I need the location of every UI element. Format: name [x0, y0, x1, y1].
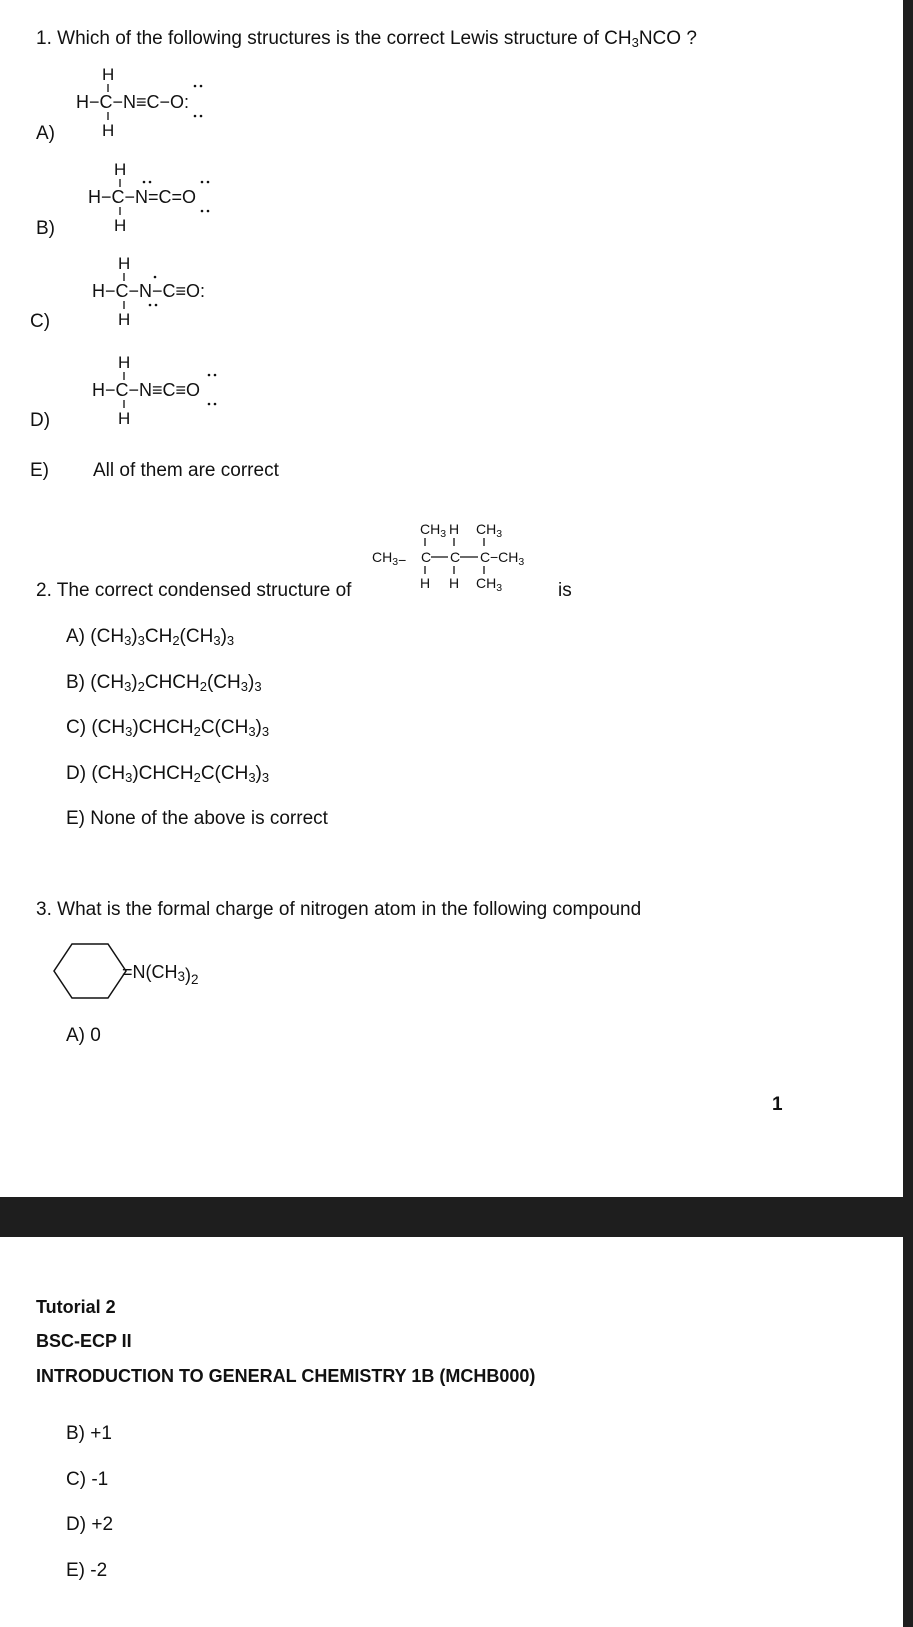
q1-option-b-label[interactable]: B) — [36, 218, 55, 239]
option-text: None of the above is correct — [90, 808, 328, 829]
question-number: 3. — [36, 899, 52, 920]
course-title: INTRODUCTION TO GENERAL CHEMISTRY 1B (MCHB000) — [36, 1366, 536, 1386]
atom-h-top: H — [102, 65, 115, 84]
q3-option-a[interactable] — [66, 1025, 101, 1047]
q3-option-d[interactable] — [66, 1514, 113, 1536]
q3-option-b[interactable] — [66, 1423, 112, 1445]
carbon-3: C — [480, 549, 491, 565]
q2-skeletal-structure — [370, 518, 550, 598]
question-text: Which of the following structures is the correct Lewis structure of CH — [57, 28, 632, 49]
q2-option-e[interactable] — [66, 808, 328, 830]
amine-substituent: =N(CH3)2 — [122, 962, 199, 987]
page-separator-band — [0, 1197, 913, 1237]
option-label: D) — [66, 1514, 87, 1535]
question-number: 2. — [36, 580, 52, 601]
atom-h-bottom: H — [118, 310, 131, 329]
atom-h-bottom: H — [114, 216, 127, 235]
option-label: A) — [66, 1025, 85, 1046]
q2-option-a[interactable] — [66, 626, 234, 648]
question-text: What is the formal charge of nitrogen atom in the following compound — [57, 899, 642, 920]
subscript: 3 — [631, 35, 639, 50]
carbon-1: C — [421, 549, 432, 565]
course-code: BSC-ECP II — [36, 1331, 132, 1351]
option-text: +1 — [90, 1423, 112, 1444]
q3-option-c[interactable] — [66, 1469, 108, 1491]
q1-option-d-label[interactable]: D) — [30, 410, 51, 431]
option-label: D) — [66, 763, 87, 784]
option-label: E) — [66, 808, 85, 829]
question-text: The correct condensed structure of — [56, 580, 352, 601]
q1-option-e-label[interactable]: E) — [30, 460, 49, 481]
option-label: C) — [66, 717, 87, 738]
lewis-chain: H−C−N−C≡O: — [92, 281, 206, 301]
atom-h-top: H — [114, 160, 127, 179]
substituent-top-2: H — [449, 521, 460, 537]
substituent-bottom-2: H — [449, 575, 460, 591]
option-label: C) — [66, 1469, 87, 1490]
option-label: B) — [66, 672, 85, 693]
question-number: 1. — [36, 28, 52, 49]
option-text: $(CH_3)CHCH_2C(CH_3)_3$ — [91, 763, 270, 785]
q2-option-d[interactable] — [66, 763, 269, 785]
q1-option-a-structure — [70, 60, 240, 145]
option-text: $(CH_3)CHCH_2C(CH_3)_3$ — [91, 717, 270, 739]
q1-option-e-text: All of them are correct — [93, 460, 279, 481]
option-label: B) — [66, 1423, 85, 1444]
option-text: 0 — [90, 1025, 101, 1046]
q1-option-c-label[interactable]: C) — [30, 311, 51, 332]
option-label: A) — [66, 626, 85, 647]
option-text: -2 — [90, 1560, 108, 1581]
question-2-suffix: is — [558, 580, 572, 601]
q2-option-b[interactable] — [66, 672, 262, 694]
page-number: 1 — [772, 1094, 783, 1115]
option-text: $(CH_3)_2CHCH_2(CH_3)_3$ — [90, 672, 262, 694]
lewis-chain: H−C−N≡C≡O — [92, 380, 201, 400]
q2-option-c[interactable] — [66, 717, 269, 739]
atom-h-top: H — [118, 353, 131, 372]
atom-h-bottom: H — [118, 409, 131, 428]
carbon-2: C — [450, 549, 461, 565]
option-text: -1 — [91, 1469, 109, 1490]
tutorial-title: Tutorial 2 — [36, 1297, 116, 1317]
substituent-top-3: $CH_3$ — [476, 521, 503, 540]
question-text-end: NCO ? — [638, 28, 697, 49]
question-3 — [36, 899, 641, 921]
right-edge-bar — [903, 0, 913, 1627]
substituent-top-1: $CH_3$ — [420, 521, 447, 540]
question-2 — [36, 580, 351, 602]
option-label: E) — [66, 1560, 85, 1581]
q1-option-a-label[interactable]: A) — [36, 123, 55, 144]
hexagon-ring — [54, 944, 126, 998]
left-group: $CH_3-$ — [372, 549, 407, 568]
option-text: +2 — [91, 1514, 114, 1535]
question-1 — [36, 28, 697, 50]
atom-h-bottom: H — [102, 121, 115, 140]
q1-option-b-structure — [82, 155, 252, 240]
option-text: $(CH_3)_3CH_2(CH_3)_3$ — [90, 626, 235, 648]
q3-option-e[interactable] — [66, 1560, 107, 1582]
q1-option-d-structure — [86, 348, 266, 433]
q1-option-c-structure — [86, 249, 266, 334]
lewis-chain: H−C−N≡C−O: — [76, 92, 190, 112]
substituent-bottom-1: H — [420, 575, 431, 591]
q3-cyclohexylidene-structure — [50, 940, 250, 1004]
right-group: $-CH_3$ — [490, 549, 525, 568]
substituent-bottom-3: $CH_3$ — [476, 575, 503, 594]
atom-h-top: H — [118, 254, 131, 273]
lewis-chain: H−C−N=C=O — [88, 187, 197, 207]
